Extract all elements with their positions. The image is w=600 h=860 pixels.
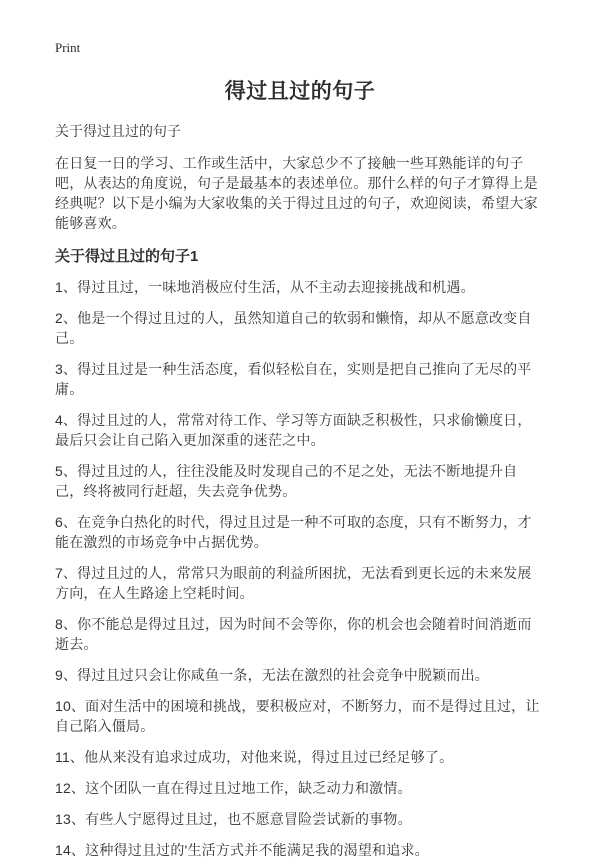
sentence-item-6: 6、在竞争白热化的时代，得过且过是一种不可取的态度，只有不断努力，才能在激烈的市场竞争中占据优势。 — [55, 514, 532, 550]
sentence-item-11: 11、他从来没有追求过成功，对他来说，得过且过已经足够了。 — [55, 749, 454, 765]
sentence-item-13: 13、有些人宁愿得过且过，也不愿意冒险尝试新的事物。 — [55, 811, 412, 827]
sentence-item-7: 7、得过且过的人，常常只为眼前的利益所困扰，无法看到更长远的未来发展方向，在人生路途上空耗时间。 — [55, 565, 532, 601]
sentence-item-9: 9、得过且过只会让你咸鱼一条，无法在激烈的社会竞争中脱颖而出。 — [55, 667, 489, 683]
sentence-item-3: 3、得过且过是一种生活态度，看似轻松自在，实则是把自己推向了无尽的平庸。 — [55, 361, 532, 397]
print-button[interactable]: Print — [55, 40, 81, 55]
page-title: 得过且过的句子 — [224, 80, 376, 103]
sentence-item-12: 12、这个团队一直在得过且过地工作，缺乏动力和激情。 — [55, 780, 412, 796]
sentence-item-8: 8、你不能总是得过且过，因为时间不会等你，你的机会也会随着时间消逝而逝去。 — [55, 616, 532, 652]
sentence-item-1: 1、得过且过，一味地消极应付生活，从不主动去迎接挑战和机遇。 — [55, 279, 475, 295]
sentence-item-5: 5、得过且过的人，往往没能及时发现自己的不足之处，无法不断地提升自己，终将被同行赶超，失去竞争优势。 — [55, 463, 518, 499]
sentence-item-14: 14、这种得过且过的'生活方式并不能满足我的渴望和追求。 — [55, 842, 429, 858]
article-subtitle: 关于得过且过的句子 — [55, 123, 181, 139]
sentence-item-10: 10、面对生活中的困境和挑战，要积极应对，不断努力，而不是得过且过，让自己陷入僵局。 — [55, 698, 540, 734]
sentence-item-4: 4、得过且过的人，常常对待工作、学习等方面缺乏积极性，只求偷懒度日，最后只会让自己陷入更加深重的迷茫之中。 — [55, 412, 532, 448]
section-heading: 关于得过且过的句子1 — [55, 248, 199, 265]
sentence-item-2: 2、他是一个得过且过的人，虽然知道自己的软弱和懒惰，却从不愿意改变自己。 — [55, 310, 532, 346]
intro-paragraph: 在日复一日的学习、工作或生活中，大家总少不了接触一些耳熟能详的句子吧，从表达的角度说，句子是最基本的表述单位。那什么样的句子才算得上是经典呢？以下是小编为大家收集的关于得过且过的句子，欢迎阅读，希望大家能够喜欢。 — [55, 155, 538, 231]
